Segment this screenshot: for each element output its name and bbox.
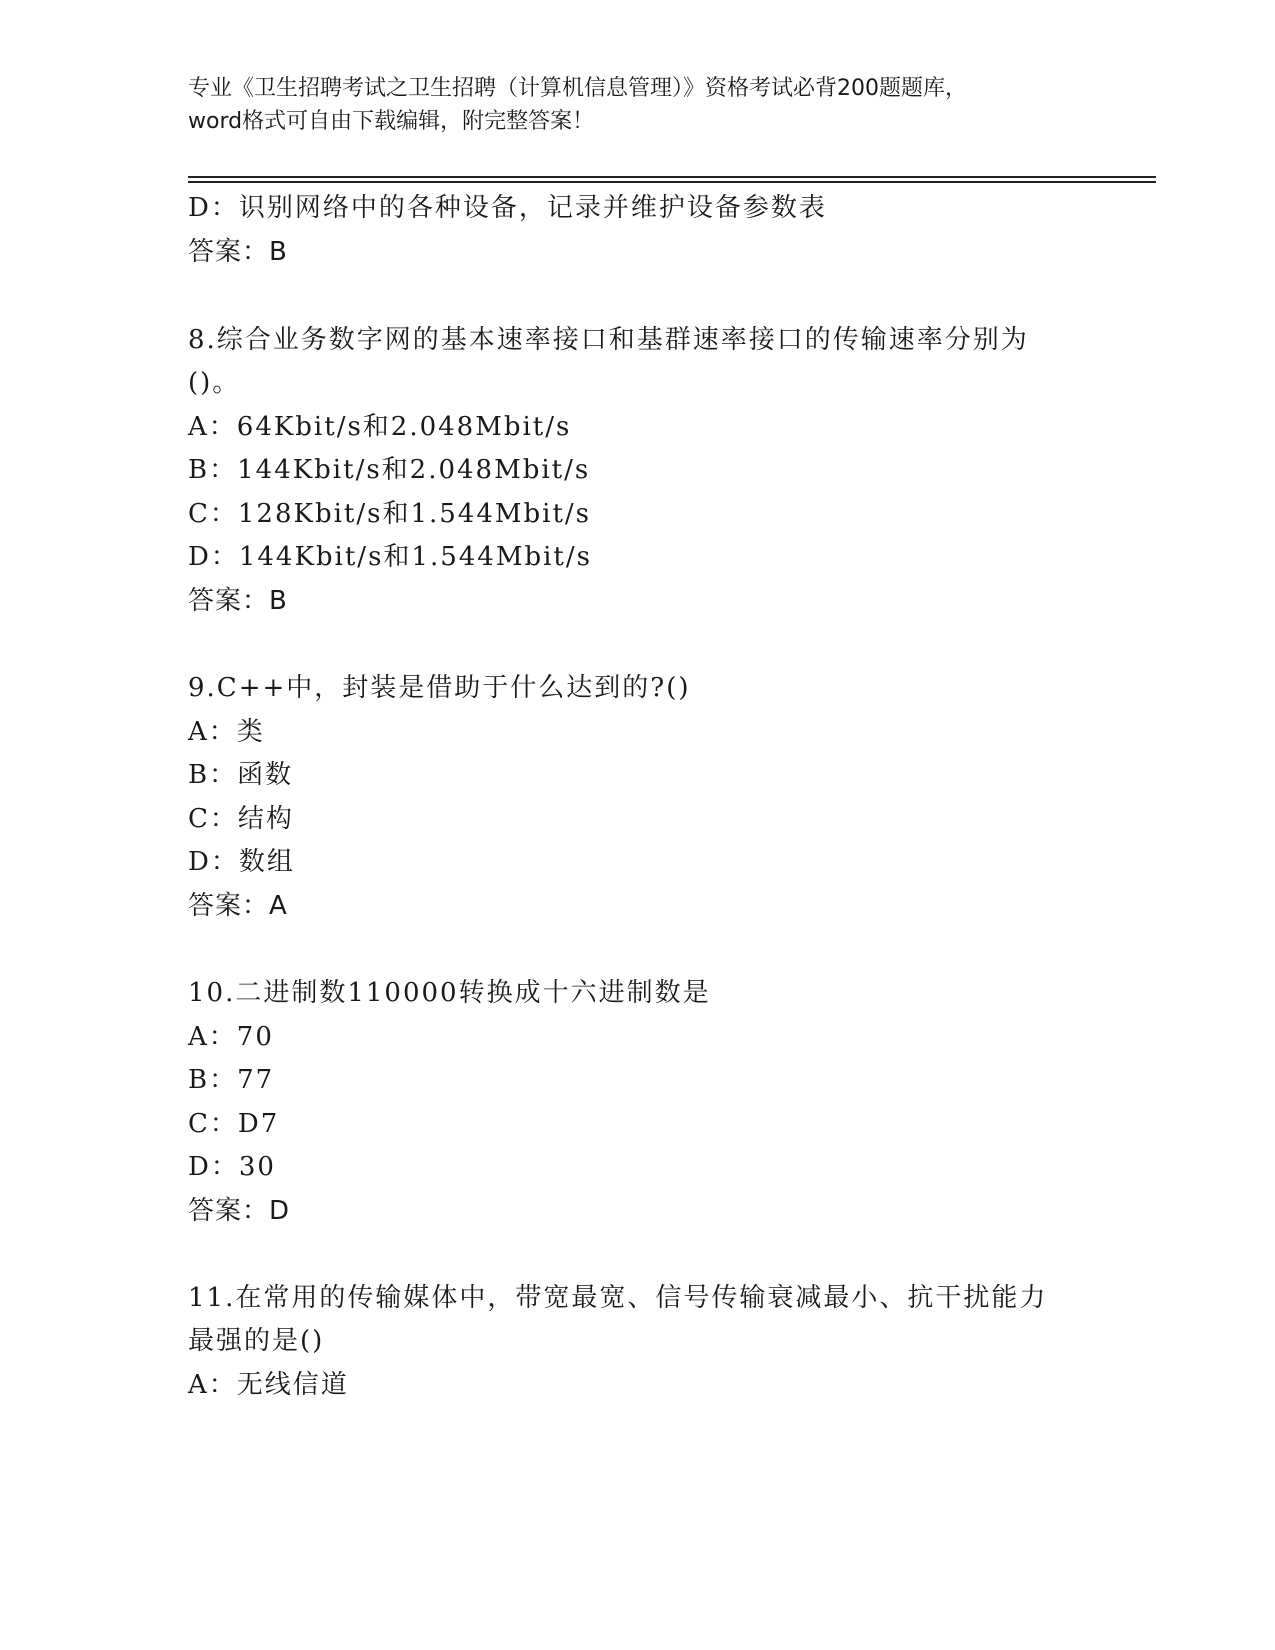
q10-option-d: D：30 [188,1152,276,1182]
prev-option-d: D：识别网络中的各种设备，记录并维护设备参数表 [188,193,827,223]
q8-option-b: B：144Kbit/s和2.048Mbit/s [188,455,591,485]
q10-option-a: A：70 [188,1022,274,1052]
q8-option-c: C：128Kbit/s和1.544Mbit/s [188,499,592,529]
q10-option-b: B：77 [188,1065,275,1095]
q8-option-d: D：144Kbit/s和1.544Mbit/s [188,542,592,572]
header-divider-bottom [188,181,1156,183]
q10-option-c: C：D7 [188,1109,280,1139]
q8-option-a: A：64Kbit/s和2.048Mbit/s [188,412,572,442]
q8-stem-line1: 8.综合业务数字网的基本速率接口和基群速率接口的传输速率分别为 [188,325,1029,355]
header-divider-top [188,176,1156,178]
q11-stem-line1: 11.在常用的传输媒体中，带宽最宽、信号传输衰减最小、抗干扰能力 [188,1283,1048,1313]
q11-stem-line2: 最强的是() [188,1326,325,1356]
q11-option-a: A：无线信道 [188,1370,349,1400]
q10-answer: 答案：D [188,1196,291,1226]
header-title-line2: word格式可自由下载编辑，附完整答案！ [188,109,595,134]
q9-option-b: B：函数 [188,760,294,790]
document-header [188,72,1088,138]
q9-stem: 9.C++中，封装是借助于什么达到的?() [188,673,691,703]
q9-option-d: D：数组 [188,847,295,877]
q8-answer: 答案：B [188,586,288,616]
prev-answer: 答案：B [188,237,288,267]
header-title-line1: 专业《卫生招聘考试之卫生招聘（计算机信息管理）》资格考试必背200题题库， [188,76,967,101]
q8-stem-line2: ()。 [188,368,241,398]
q9-option-c: C：结构 [188,804,294,834]
q10-stem: 10.二进制数110000转换成十六进制数是 [188,978,711,1008]
q9-answer: 答案：A [188,891,288,921]
q9-option-a: A：类 [188,717,265,747]
